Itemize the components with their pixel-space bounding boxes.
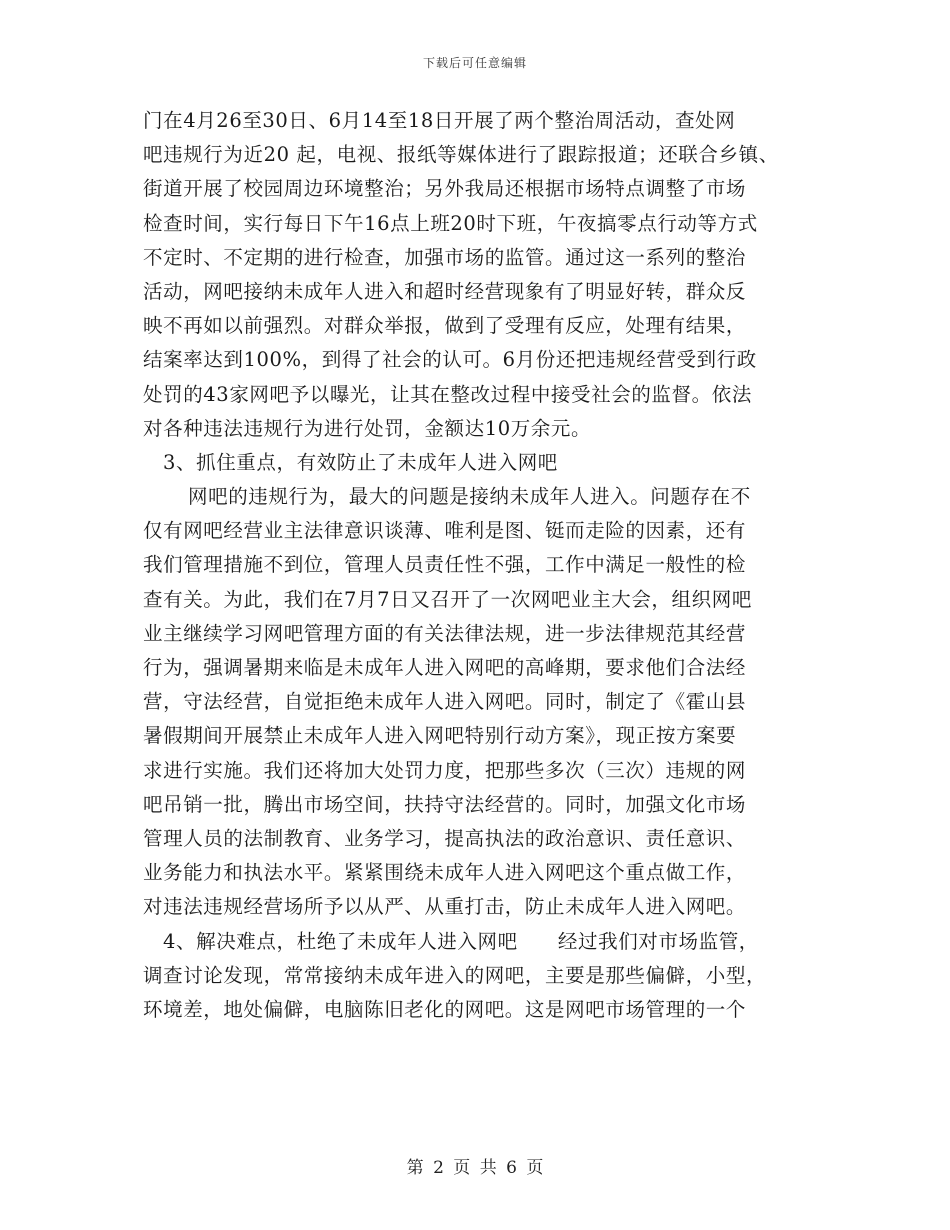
text-line: 环境差，地处偏僻，电脑陈旧老化的网吧。这是网吧市场管理的一个 (143, 997, 747, 1021)
text-line: 营，守法经营，自觉拒绝未成年人进入网吧。同时，制定了《霍山县 (143, 690, 747, 714)
text-line: 吧吊销一批，腾出市场空间，扶持守法经营的。同时，加强文化市场 (143, 792, 747, 816)
text-line: 门在4月26至30日、6月14至18日开展了两个整治周活动，查处网 (143, 109, 736, 132)
text-line: 业务能力和执法水平。紧紧围绕未成年人进入网吧这个重点做工作， (143, 861, 747, 885)
page-header-note: 下载后可任意编辑 (422, 56, 527, 70)
text-line: 业主继续学习网吧管理方面的有关法律法规，进一步法律规范其经营 (143, 621, 747, 645)
text-line: 调查讨论发现，常常接纳未成年进入的网吧，主要是那些偏僻，小型， (143, 963, 767, 987)
text-line: 吧违规行为近20 起，电视、报纸等媒体进行了跟踪报道；还联合乡镇、 (143, 143, 779, 167)
text-line: 活动，网吧接纳未成年人进入和超时经营现象有了明显好转，群众反 (143, 279, 747, 303)
text-line: 处罚的43家网吧予以曝光，让其在整改过程中接受社会的监督。依法 (143, 382, 752, 406)
text-line: 求进行实施。我们还将加大处罚力度，把那些多次（三次）违规的网 (143, 758, 747, 782)
page-number: 第 2 页 共 6 页 (406, 1158, 544, 1178)
text-line: 仅有网吧经营业主法律意识谈薄、唯利是图、铤而走险的因素，还有 (143, 519, 747, 543)
text-line: 查有关。为此，我们在7月7日又召开了一次网吧业主大会，组织网吧 (143, 587, 752, 611)
text-line: 映不再如以前强烈。对群众举报，做到了受理有反应，处理有结果， (143, 314, 747, 338)
text-line: 管理人员的法制教育、业务学习，提高执法的政治意识、责任意识、 (143, 826, 747, 850)
text-line: 暑假期间开展禁止未成年人进入网吧特别行动方案》，现正按方案要 (143, 724, 737, 748)
paragraph-start-line: 网吧的违规行为，最大的问题是接纳未成年人进入。问题存在不 (188, 485, 751, 509)
text-line: 对违法违规经营场所予以从严、从重打击，防止未成年人进入网吧。 (143, 895, 747, 919)
section-heading-3: 3、抓住重点，有效防止了未成年人进入网吧 (163, 450, 558, 474)
text-line: 对各种违法违规行为进行处罚，金额达10万余元。 (143, 416, 592, 440)
section-heading-4: 4、解决难点，杜绝了未成年人进入网吧 经过我们对市场监管， (163, 929, 759, 953)
text-line: 我们管理措施不到位，管理人员责任性不强，工作中满足一般性的检 (143, 553, 747, 577)
text-line: 结案率达到100%，到得了社会的认可。6月份还把违规经营受到行政 (143, 348, 757, 372)
text-line: 行为，强调暑期来临是未成年人进入网吧的高峰期，要求他们合法经 (143, 656, 747, 679)
text-line: 街道开展了校园周边环境整治；另外我局还根据市场特点调整了市场 (143, 177, 747, 201)
text-line: 不定时、不定期的进行检查，加强市场的监管。通过这一系列的整治 (143, 245, 747, 269)
text-line: 检查时间，实行每日下午16点上班20时下班，午夜搞零点行动等方式 (143, 211, 758, 235)
document-body (143, 104, 833, 1027)
